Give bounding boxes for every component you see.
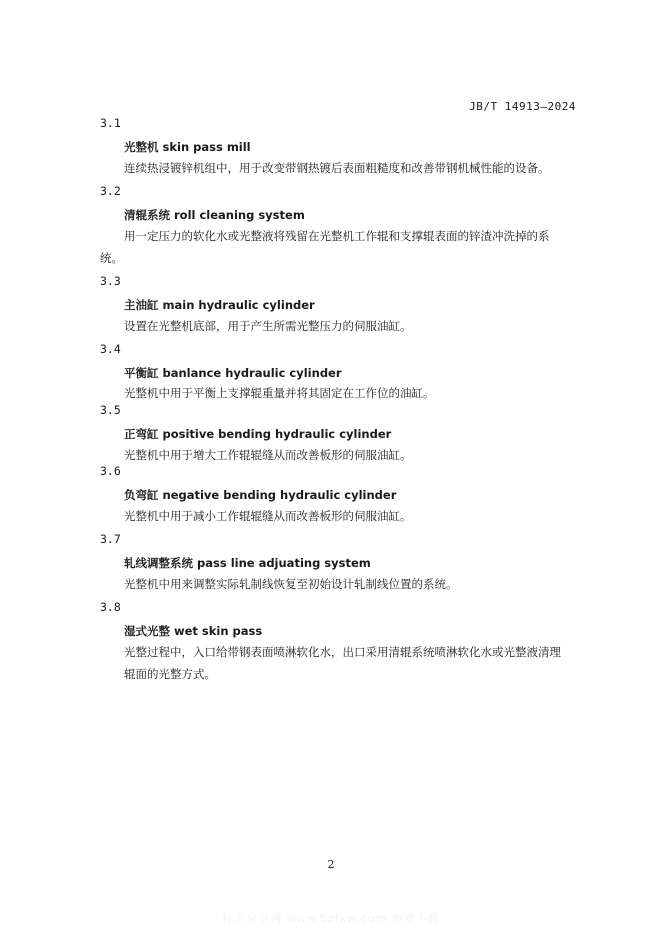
term-definition: 光整机中用于平衡上支撑辊重量并将其固定在工作位的油缸。 — [124, 386, 435, 400]
page-number: 2 — [327, 858, 335, 871]
clause-number: 3.8 — [100, 600, 121, 614]
term-definition: 设置在光整机底部，用于产生所需光整压力的伺服油缸。 — [124, 319, 412, 333]
term-title: 正弯缸 positive bending hydraulic cylinder — [124, 427, 392, 441]
term-definition: 光整过程中，入口给带钢表面喷淋软化水，出口采用清辊系统喷淋软化水或光整液清理 辊面的光整方式。 — [124, 641, 570, 685]
clause-number: 3.7 — [100, 532, 121, 546]
term-definition: 光整机中用于减小工作辊辊缝从而改善板形的伺服油缸。 — [124, 509, 412, 523]
clause-number: 3.5 — [100, 403, 121, 417]
term-definition: 连续热浸镀锌机组中，用于改变带钢热镀后表面粗糙度和改善带钢机械性能的设备。 — [124, 161, 550, 175]
clause-number: 3.3 — [100, 274, 121, 288]
definition-continuation: 统。 — [100, 251, 123, 265]
clause-number: 3.1 — [100, 116, 121, 130]
term-title: 平衡缸 banlance hydraulic cylinder — [124, 366, 342, 380]
term-title: 湿式光整 wet skin pass — [124, 624, 263, 638]
definition-continuation: 辊面的光整方式。 — [124, 667, 216, 681]
term-title: 清辊系统 roll cleaning system — [124, 208, 305, 222]
term-title: 光整机 skin pass mill — [124, 140, 251, 154]
clause-number: 3.6 — [100, 464, 121, 478]
standard-number-header: JB/T 14913—2024 — [469, 100, 576, 113]
term-title: 轧线调整系统 pass line adjuating system — [124, 556, 371, 570]
term-title: 主油缸 main hydraulic cylinder — [124, 298, 315, 312]
term-definition: 光整机中用来调整实际轧制线恢复至初始设计轧制线位置的系统。 — [124, 577, 458, 591]
watermark: 标准分享网 www.bzfxw.com 免费下载 — [222, 912, 440, 925]
term-definition: 用一定压力的软化水或光整液将残留在光整机工作辊和支撑辊表面的锌渣冲洗掉的系 统。 — [124, 225, 570, 269]
term-definition: 光整机中用于增大工作辊辊缝从而改善板形的伺服油缸。 — [124, 448, 412, 462]
term-title: 负弯缸 negative bending hydraulic cylinder — [124, 488, 397, 502]
clause-number: 3.2 — [100, 184, 121, 198]
clause-number: 3.4 — [100, 342, 121, 356]
